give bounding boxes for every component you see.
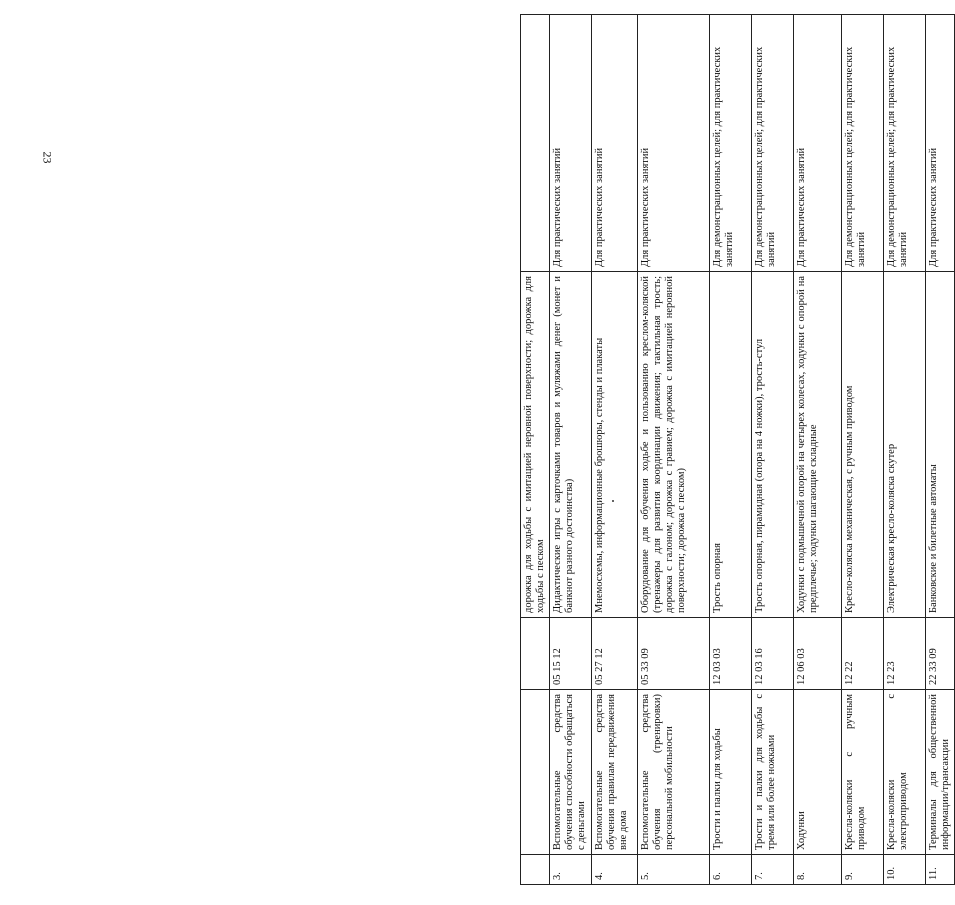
device-code: 12 03 03 bbox=[710, 618, 752, 690]
device-category: Ходунки bbox=[794, 690, 842, 855]
row-number bbox=[521, 855, 550, 885]
device-description: Мнемосхемы, информационные брошюры, стенды и плакаты bbox=[592, 272, 638, 618]
device-description: Электрическая кресло-коляска скутер bbox=[884, 272, 926, 618]
device-purpose: Для демонстрационных целей; для практических занятий bbox=[752, 15, 794, 272]
device-description: Дидактические игры с карточками товаров и муляжами денег (монет и банкнот разного достоинства) bbox=[550, 272, 592, 618]
table-row bbox=[638, 15, 710, 885]
table-row bbox=[842, 15, 884, 885]
device-purpose: Для практических занятий bbox=[592, 15, 638, 272]
device-code: 05 15 12 bbox=[550, 618, 592, 690]
device-description: дорожка для ходьбы с имитацией неровной поверхности; дорожка для ходьбы с песком bbox=[521, 272, 550, 618]
page-number: 23 bbox=[40, 151, 55, 164]
device-category: Вспомогательные средства обучения способности обращаться с деньгами bbox=[550, 690, 592, 855]
table-row bbox=[710, 15, 752, 885]
device-description: Оборудование для обучения ходьбе и пользованию креслом-коляской (тренажеры для развития координации движения; тактильная трость; дорожка с галоном; дорожка с гравием; дорожка с имитацией неровной поверхности; дорожка с песком) bbox=[638, 272, 710, 618]
device-purpose: Для демонстрационных целей; для практических занятий bbox=[884, 15, 926, 272]
row-number: 3. bbox=[550, 855, 592, 885]
row-number: 7. bbox=[752, 855, 794, 885]
device-purpose: Для практических занятий bbox=[926, 15, 955, 272]
device-description: Банковские и билетные автоматы bbox=[926, 272, 955, 618]
device-category: Терминалы для общественной информации/трансакции bbox=[926, 690, 955, 855]
device-purpose bbox=[521, 15, 550, 272]
device-category: Кресла-коляски с электроприводом bbox=[884, 690, 926, 855]
device-description: Кресло-коляска механическая, с ручным приводом bbox=[842, 272, 884, 618]
row-number: 5. bbox=[638, 855, 710, 885]
device-description: Трость опорная bbox=[710, 272, 752, 618]
device-code: 05 33 09 bbox=[638, 618, 710, 690]
device-code: 22 33 09 bbox=[926, 618, 955, 690]
device-purpose: Для практических занятий bbox=[794, 15, 842, 272]
table-row bbox=[550, 15, 592, 885]
device-category: Трости и палки для ходьбы с тремя или более ножками bbox=[752, 690, 794, 855]
row-number: 9. bbox=[842, 855, 884, 885]
device-code: 12 03 16 bbox=[752, 618, 794, 690]
table-row bbox=[521, 15, 550, 885]
table-row bbox=[752, 15, 794, 885]
device-purpose: Для демонстрационных целей; для практических занятий bbox=[710, 15, 752, 272]
table-row bbox=[794, 15, 842, 885]
table-row bbox=[926, 15, 955, 885]
device-code bbox=[521, 618, 550, 690]
device-code: 12 06 03 bbox=[794, 618, 842, 690]
row-number: 6. bbox=[710, 855, 752, 885]
assistive-devices-table bbox=[520, 14, 955, 885]
device-category: Вспомогательные средства обучения правилам передвижения вне дома bbox=[592, 690, 638, 855]
row-number: 4. bbox=[592, 855, 638, 885]
device-category: Вспомогательные средства обучения (тренировки) персональной мобильности bbox=[638, 690, 710, 855]
device-description: Трость опорная, пирамидная (опора на 4 ножки), трость-стул bbox=[752, 272, 794, 618]
device-code: 12 23 bbox=[884, 618, 926, 690]
device-code: 05 27 12 bbox=[592, 618, 638, 690]
rotated-table-container bbox=[520, 15, 950, 885]
table-row bbox=[592, 15, 638, 885]
device-description: Ходунки с подмышечной опорой на четырех колесах, ходунки с опорой на предплечье; ходунки шагающие складные bbox=[794, 272, 842, 618]
device-purpose: Для демонстрационных целей; для практических занятий bbox=[842, 15, 884, 272]
table-row bbox=[884, 15, 926, 885]
row-number: 11. bbox=[926, 855, 955, 885]
device-category bbox=[521, 690, 550, 855]
row-number: 10. bbox=[884, 855, 926, 885]
device-purpose: Для практических занятий bbox=[638, 15, 710, 272]
device-category: Трости и палки для ходьбы bbox=[710, 690, 752, 855]
row-number: 8. bbox=[794, 855, 842, 885]
device-purpose: Для практических занятий bbox=[550, 15, 592, 272]
device-category: Кресла-коляски с ручным приводом bbox=[842, 690, 884, 855]
device-code: 12 22 bbox=[842, 618, 884, 690]
